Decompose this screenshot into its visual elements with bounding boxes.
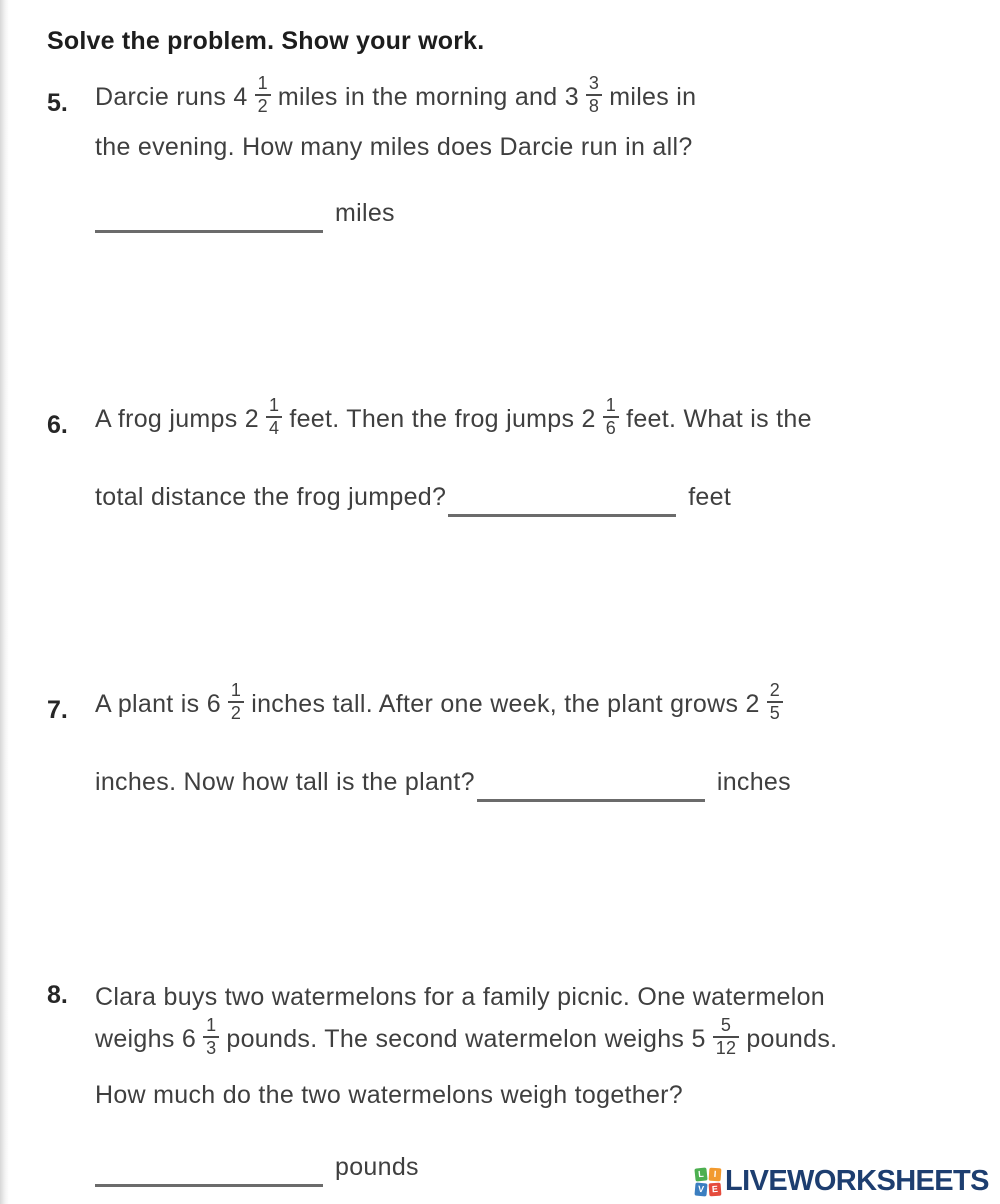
problem-5-number: 5. — [47, 89, 68, 117]
fraction-denominator: 8 — [586, 94, 602, 117]
logo-tile-i: I — [709, 1167, 722, 1181]
scan-edge-shadow — [0, 0, 9, 1204]
fraction-numerator: 1 — [257, 73, 268, 93]
answer-blank[interactable] — [95, 229, 323, 233]
fraction-denominator: 12 — [713, 1036, 740, 1059]
liveworksheets-logo — [695, 1165, 989, 1198]
fraction-denominator: 3 — [203, 1036, 219, 1059]
fraction-denominator: 2 — [228, 701, 244, 724]
problem-6-answer-line — [95, 481, 731, 513]
problem-7-answer-line — [95, 766, 791, 798]
text-run: Darcie runs 4 — [95, 82, 248, 111]
liveworksheets-logo-icon — [695, 1168, 721, 1196]
fraction-denominator: 5 — [767, 701, 783, 724]
fraction-numerator: 1 — [269, 395, 280, 415]
problem-6-line-1 — [95, 395, 812, 442]
text-run: feet — [688, 483, 732, 511]
text-run: pounds. — [746, 1024, 838, 1053]
fraction-numerator: 1 — [605, 395, 617, 415]
problem-5-line-2 — [95, 131, 693, 163]
fraction — [228, 680, 244, 724]
fraction — [586, 73, 602, 117]
fraction — [713, 1015, 740, 1059]
text-run: miles in the morning and 3 — [277, 82, 579, 111]
fraction-denominator: 6 — [603, 416, 619, 439]
text-run: miles — [335, 199, 395, 227]
text-run: Clara buys two watermelons for a family picnic. One watermelon — [95, 983, 825, 1011]
fraction-denominator: 4 — [266, 416, 282, 439]
problem-7-line-1 — [95, 680, 790, 727]
problem-8-answer-line — [95, 1151, 419, 1183]
fraction — [266, 395, 282, 439]
text-run: inches tall. After one week, the plant grows 2 — [251, 689, 760, 718]
text-run: pounds — [335, 1153, 419, 1181]
problem-7-number: 7. — [47, 696, 68, 724]
logo-tile-e: E — [709, 1182, 722, 1196]
text-run: the evening. How many miles does Darcie run in all? — [95, 133, 693, 161]
fraction — [255, 73, 271, 117]
problem-5-line-1 — [95, 73, 697, 120]
fraction — [203, 1015, 219, 1059]
text-run: A plant is 6 — [95, 689, 221, 718]
text-run: inches — [716, 768, 791, 796]
fraction-denominator: 2 — [255, 94, 271, 117]
text-run: total distance the frog jumped? — [95, 483, 447, 511]
text-run: pounds. The second watermelon weighs 5 — [226, 1024, 706, 1053]
text-run: weighs 6 — [95, 1024, 197, 1053]
fraction-numerator: 2 — [769, 680, 781, 700]
fraction-numerator: 3 — [588, 73, 600, 93]
text-run: feet. Then the frog jumps 2 — [289, 404, 596, 433]
problem-6-number: 6. — [47, 411, 68, 439]
problem-5-answer-line — [95, 197, 395, 229]
answer-blank[interactable] — [477, 798, 705, 802]
problem-8-line-2 — [95, 1015, 838, 1062]
text-run: miles in — [609, 82, 697, 111]
answer-blank[interactable] — [95, 1183, 323, 1187]
text-run: inches. Now how tall is the plant? — [95, 768, 475, 796]
logo-tile-v: V — [694, 1182, 707, 1196]
liveworksheets-wordmark: LIVEWORKSHEETS — [725, 1165, 989, 1197]
text-run: How much do the two watermelons weigh together? — [95, 1081, 684, 1109]
text-run: A frog jumps 2 — [95, 404, 260, 433]
problem-8-line-1 — [95, 981, 825, 1013]
problem-8-number: 8. — [47, 981, 68, 1009]
fraction — [603, 395, 619, 439]
text-run: feet. What is the — [626, 404, 812, 433]
fraction-numerator: 1 — [206, 1015, 217, 1035]
fraction-numerator: 5 — [720, 1015, 732, 1035]
worksheet-instructions: Solve the problem. Show your work. — [47, 27, 485, 55]
logo-tile-l: L — [694, 1167, 707, 1181]
problem-8-line-3 — [95, 1079, 683, 1111]
fraction — [767, 680, 783, 724]
fraction-numerator: 1 — [230, 680, 242, 700]
answer-blank[interactable] — [448, 513, 676, 517]
